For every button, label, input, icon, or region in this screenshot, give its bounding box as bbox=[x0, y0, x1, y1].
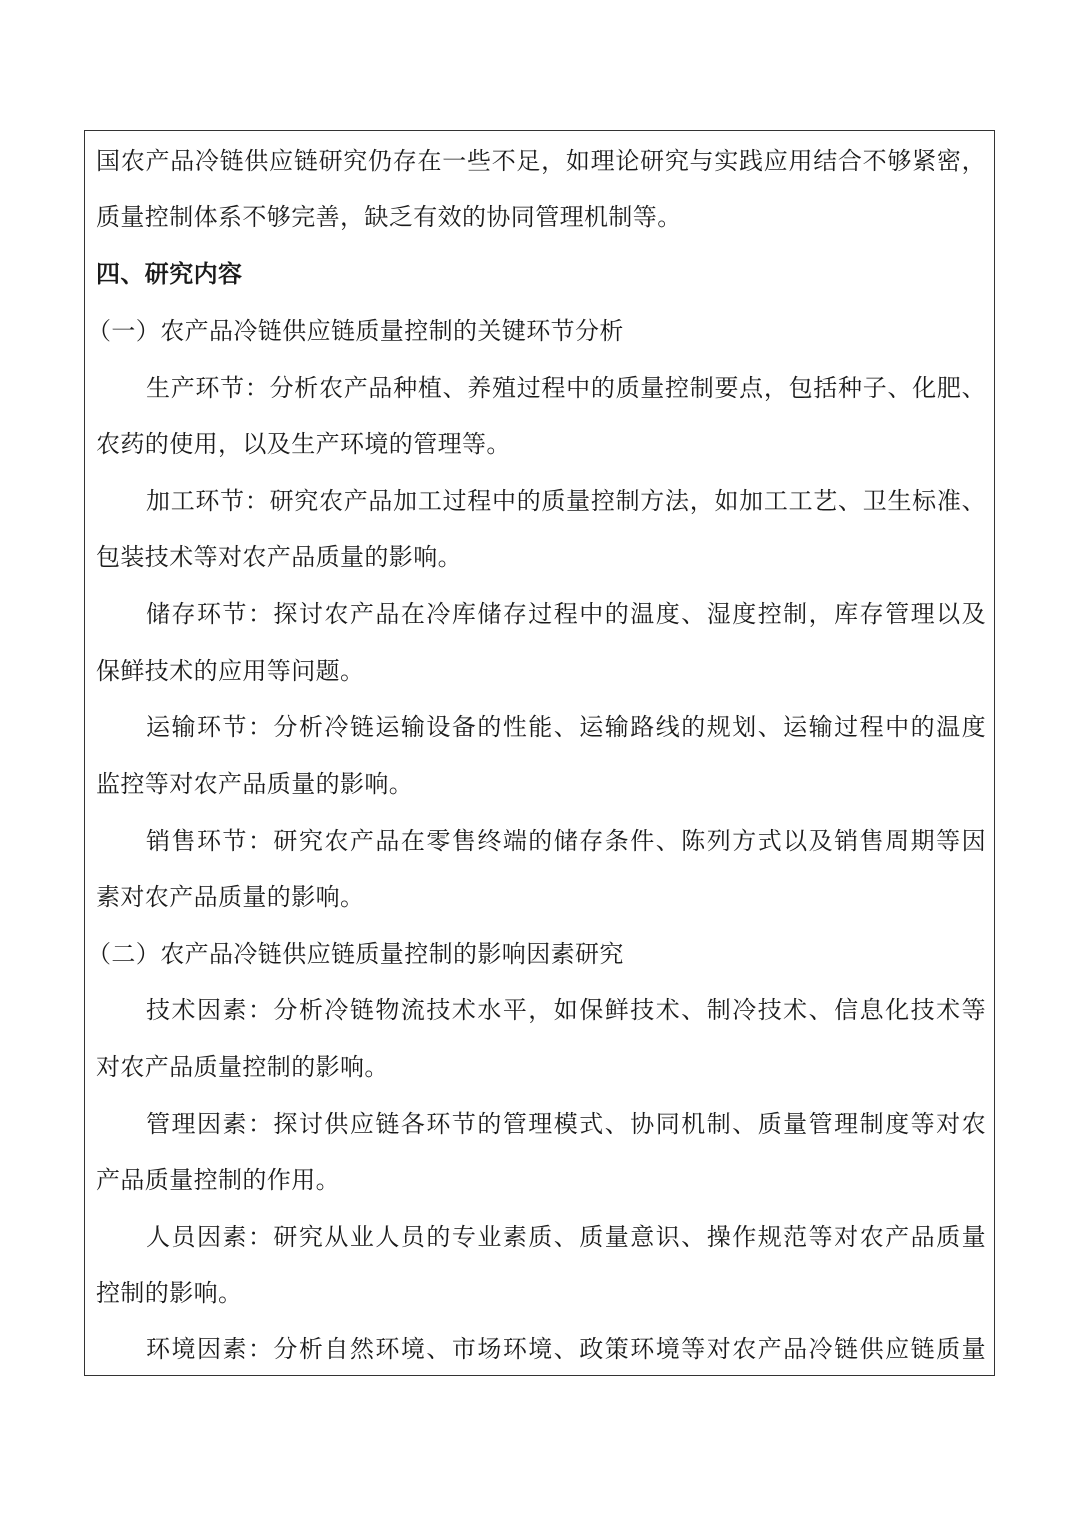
paragraph-line: 包装技术等对农产品质量的影响。 bbox=[96, 543, 462, 571]
subsection-heading: （一）农产品冷链供应链质量控制的关键环节分析 bbox=[87, 317, 624, 345]
paragraph-line: 国农产品冷链供应链研究仍存在一些不足，如理论研究与实践应用结合不够紧密， bbox=[96, 147, 986, 175]
subsection-heading: （二）农产品冷链供应链质量控制的影响因素研究 bbox=[87, 940, 624, 968]
paragraph-line: 农药的使用，以及生产环境的管理等。 bbox=[96, 430, 511, 458]
document-frame bbox=[84, 130, 995, 1376]
paragraph-line: 管理因素：探讨供应链各环节的管理模式、协同机制、质量管理制度等对农 bbox=[146, 1110, 986, 1138]
paragraph-line: 销售环节：研究农产品在零售终端的储存条件、陈列方式以及销售周期等因 bbox=[146, 827, 986, 855]
paragraph-line: 保鲜技术的应用等问题。 bbox=[96, 657, 365, 685]
paragraph-line: 质量控制体系不够完善，缺乏有效的协同管理机制等。 bbox=[96, 203, 682, 231]
paragraph-line: 产品质量控制的作用。 bbox=[96, 1166, 340, 1194]
section-heading: 四、研究内容 bbox=[96, 259, 243, 288]
paragraph-line: 素对农产品质量的影响。 bbox=[96, 883, 365, 911]
paragraph-line: 技术因素：分析冷链物流技术水平，如保鲜技术、制冷技术、信息化技术等 bbox=[146, 996, 986, 1024]
paragraph-line: 环境因素：分析自然环境、市场环境、政策环境等对农产品冷链供应链质量 bbox=[146, 1335, 986, 1363]
paragraph-line: 运输环节：分析冷链运输设备的性能、运输路线的规划、运输过程中的温度 bbox=[146, 713, 986, 741]
paragraph-line: 对农产品质量控制的影响。 bbox=[96, 1053, 389, 1081]
paragraph-line: 储存环节：探讨农产品在冷库储存过程中的温度、湿度控制，库存管理以及 bbox=[146, 600, 986, 628]
paragraph-line: 生产环节：分析农产品种植、养殖过程中的质量控制要点，包括种子、化肥、 bbox=[146, 374, 986, 402]
paragraph-line: 人员因素：研究从业人员的专业素质、质量意识、操作规范等对农产品质量 bbox=[146, 1223, 986, 1251]
paragraph-line: 监控等对农产品质量的影响。 bbox=[96, 770, 414, 798]
paragraph-line: 加工环节：研究农产品加工过程中的质量控制方法，如加工工艺、卫生标准、 bbox=[146, 487, 986, 515]
paragraph-line: 控制的影响。 bbox=[96, 1279, 243, 1307]
